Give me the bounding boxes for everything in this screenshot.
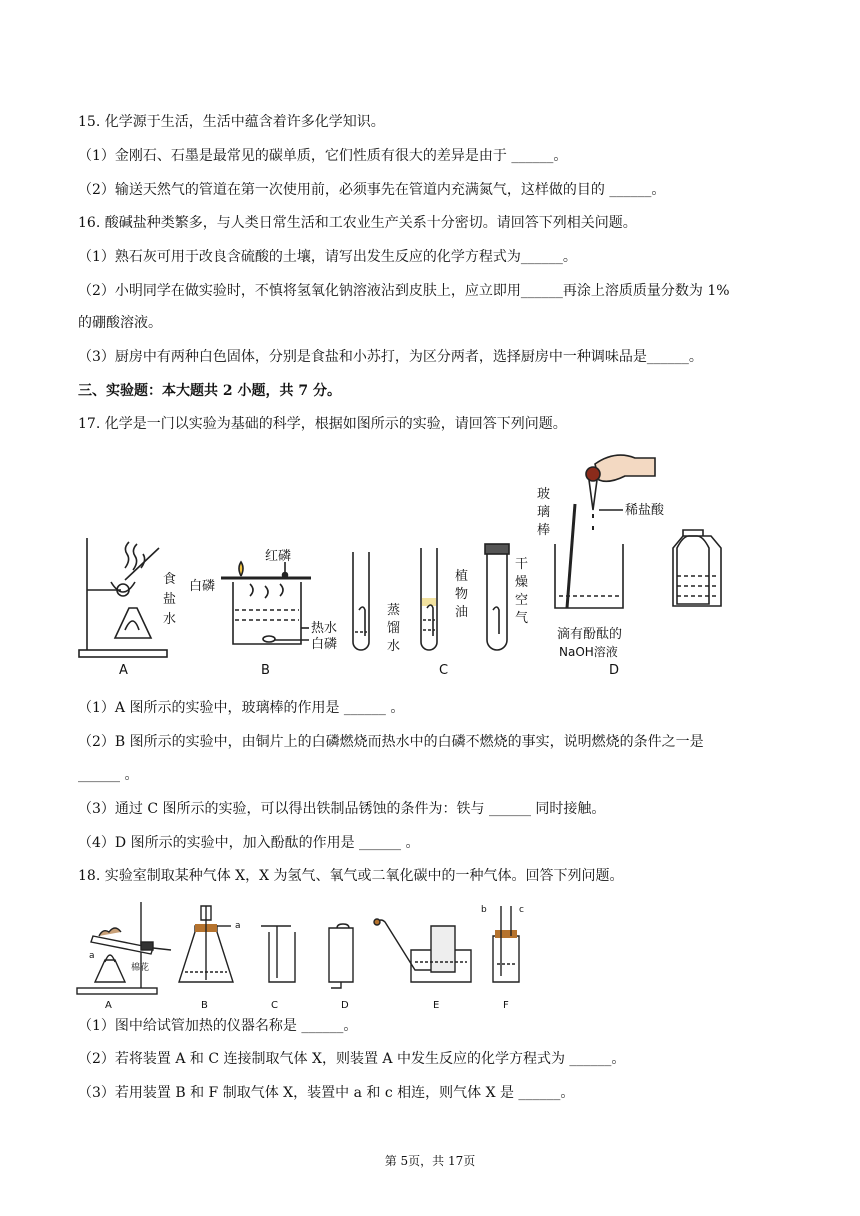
label-a-port-a: a bbox=[89, 951, 95, 961]
label-distilled-water-3: 水 bbox=[387, 639, 401, 654]
q17-part4: （4）D 图所示的实验中，加入酚酞的作用是 ______ 。 bbox=[78, 835, 420, 851]
label-dilute-hcl: 稀盐酸 bbox=[625, 503, 665, 518]
q16-part2-line2: 的硼酸溶液。 bbox=[78, 315, 162, 331]
q16-part1: （1）熟石灰可用于改良含硫酸的土壤，请写出发生反应的化学方程式为______。 bbox=[78, 249, 577, 265]
label-solution-line2: NaOH溶液 bbox=[559, 645, 618, 659]
q18-figure bbox=[75, 896, 555, 1014]
apparatus-e-trough bbox=[374, 919, 471, 1011]
q18-stem: 18. 实验室制取某种气体 X，X 为氢气、氧气或二氧化碳中的一种气体。回答下列问题。 bbox=[78, 868, 624, 884]
q18-part3: （3）若用装置 B 和 F 制取气体 X，装置中 a 和 c 相连，则气体 X 是 ______。 bbox=[78, 1085, 575, 1101]
q17-part2-line2: ______ 。 bbox=[78, 767, 139, 783]
caption-d: D bbox=[341, 1000, 349, 1011]
label-glass-rod-3: 棒 bbox=[537, 523, 551, 538]
caption-f: F bbox=[503, 1000, 509, 1011]
caption-b: B bbox=[261, 663, 270, 678]
caption-d: D bbox=[609, 663, 620, 678]
caption-a: A bbox=[105, 1000, 112, 1011]
section-heading: 三、实验题：本大题共 2 小题，共 7 分。 bbox=[78, 383, 341, 399]
label-glass-rod-1: 玻 bbox=[537, 487, 551, 502]
label-solution-line1: 滴有酚酞的 bbox=[557, 627, 623, 642]
label-c-port: c bbox=[519, 905, 524, 915]
q18-part1: （1）图中给试管加热的仪器名称是 ______。 bbox=[78, 1018, 358, 1034]
q15-part1: （1）金刚石、石墨是最常见的碳单质，它们性质有很大的差异是由于 ______。 bbox=[78, 148, 568, 164]
label-cotton: 棉花 bbox=[131, 963, 150, 973]
q15-stem: 15. 化学源于生活，生活中蕴含着许多化学知识。 bbox=[78, 114, 385, 130]
label-hot-water: 热水 bbox=[311, 621, 338, 636]
apparatus-c bbox=[353, 544, 528, 678]
q17-stem: 17. 化学是一门以实验为基础的科学，根据如图所示的实验，请回答下列问题。 bbox=[78, 416, 567, 432]
caption-c: C bbox=[271, 1000, 278, 1011]
label-dry-air-2: 燥 bbox=[515, 575, 529, 590]
label-vegetable-oil-3: 油 bbox=[455, 605, 469, 620]
label-vegetable-oil-2: 物 bbox=[455, 587, 469, 602]
q15-part2: （2）输送天然气的管道在第一次使用前，必须事先在管道内充满氮气，这样做的目的 ______。 bbox=[78, 182, 666, 198]
apparatus-d-bottle bbox=[329, 924, 353, 1011]
label-salt-water-3: 水 bbox=[163, 612, 177, 627]
apparatus-b bbox=[189, 548, 337, 678]
q18-part2: （2）若将装置 A 和 C 连接制取气体 X，则装置 A 中发生反应的化学方程式为 ______。 bbox=[78, 1051, 626, 1067]
label-red-phosphorus: 红磷 bbox=[265, 549, 292, 564]
apparatus-c-bottle bbox=[261, 926, 295, 1011]
apparatus-f-bottle bbox=[481, 905, 524, 1011]
label-distilled-water-2: 馏 bbox=[387, 621, 401, 636]
q16-stem: 16. 酸碱盐种类繁多，与人类日常生活和工农业生产关系十分密切。请回答下列相关问题。 bbox=[78, 215, 637, 231]
page-footer: 第 5页，共 17页 bbox=[384, 1154, 476, 1168]
q17-part1: （1）A 图所示的实验中，玻璃棒的作用是 ______ 。 bbox=[78, 700, 405, 716]
apparatus-a bbox=[79, 538, 176, 678]
q16-part2-line1: （2）小明同学在做实验时，不慎将氢氧化钠溶液沾到皮肤上，应立即用______再涂上溶质质量分数为 1% bbox=[78, 283, 730, 299]
q17-figure bbox=[75, 448, 755, 680]
caption-c: C bbox=[439, 663, 449, 678]
label-dry-air-4: 气 bbox=[515, 611, 529, 626]
q17-part3: （3）通过 C 图所示的实验，可以得出铁制品锈蚀的条件为：铁与 ______ 同时接触。 bbox=[78, 801, 606, 817]
label-glass-rod-2: 璃 bbox=[537, 505, 551, 520]
label-white-phosphorus-bottom: 白磷 bbox=[311, 637, 338, 652]
label-dry-air-3: 空 bbox=[515, 593, 529, 608]
label-b-port: b bbox=[481, 905, 487, 915]
label-salt-water-1: 食 bbox=[163, 572, 177, 587]
label-distilled-water-1: 蒸 bbox=[387, 603, 401, 618]
caption-e: E bbox=[433, 1000, 440, 1011]
caption-b: B bbox=[201, 1000, 208, 1011]
apparatus-a-heating bbox=[77, 902, 171, 1011]
label-white-phosphorus-top: 白磷 bbox=[189, 579, 216, 594]
label-a-port-b: a bbox=[235, 921, 241, 931]
apparatus-b-flask bbox=[179, 906, 241, 1011]
caption-a: A bbox=[119, 663, 128, 678]
label-dry-air-1: 干 bbox=[515, 557, 529, 572]
q16-part3: （3）厨房中有两种白色固体，分别是食盐和小苏打，为区分两者，选择厨房中一种调味品是______。 bbox=[78, 349, 703, 365]
apparatus-d bbox=[537, 455, 721, 678]
label-vegetable-oil-1: 植 bbox=[455, 569, 469, 584]
q17-part2-line1: （2）B 图所示的实验中，由铜片上的白磷燃烧而热水中的白磷不燃烧的事实，说明燃烧的条件之一是 bbox=[78, 734, 704, 750]
label-salt-water-2: 盐 bbox=[163, 592, 177, 607]
